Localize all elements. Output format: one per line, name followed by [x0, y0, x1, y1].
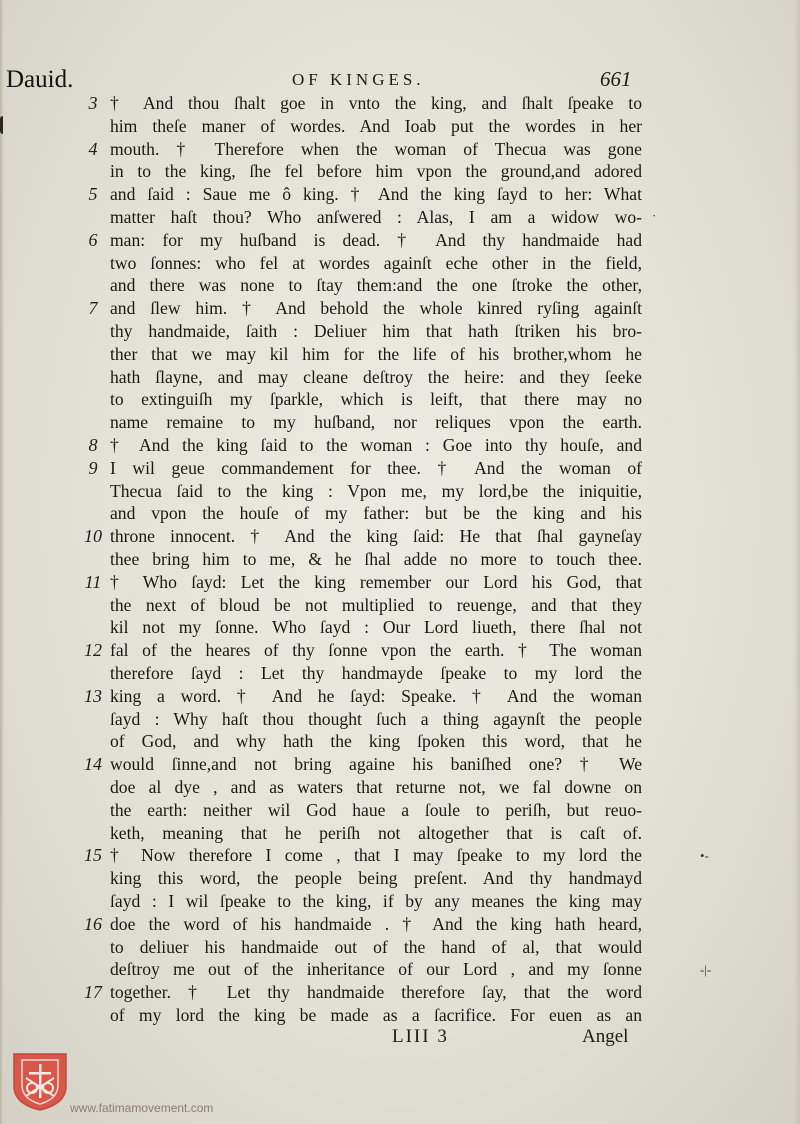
text-line — [0, 799, 800, 822]
line-text: would ſinne,and not bring againe his baniſhed one? † We — [110, 754, 642, 775]
text-line — [0, 480, 800, 503]
line-text: king a word. † And he ſayd: Speake. † And the woman — [110, 685, 642, 706]
line-text: name remaine to my huſband, nor reliques vpon the earth. — [110, 412, 642, 433]
line-text: doe al dye , and as waters that returne not, we fal downe on — [110, 777, 642, 797]
line-text: two ſonnes: who fel at wordes againſt eche other in the field, — [110, 252, 642, 273]
text-line — [0, 206, 800, 229]
line-text: to extinguiſh my ſparkle, which is leift, that there may no — [110, 389, 642, 410]
line-text: I wil geue commandement for thee. † And the woman of — [110, 457, 642, 478]
line-text: and ſaid : Saue me ô king. † And the king ſayd to her: What — [110, 184, 642, 205]
line-text: and vpon the houſe of my father: but be the king and his — [110, 503, 642, 524]
text-line — [0, 890, 800, 913]
text-line — [0, 525, 800, 548]
text-line — [0, 548, 800, 571]
text-line — [0, 274, 800, 297]
folio-number: 661 — [600, 67, 632, 91]
text-line — [0, 639, 800, 662]
verse-number: 3 — [88, 93, 98, 113]
margin-dot-mark: · — [652, 208, 657, 223]
line-text: thy handmaide, ſaith : Deliuer him that hath ſtriken his bro- — [110, 321, 642, 341]
line-text: hath ſlayne, and may cleane deſtroy the heire: and they ſeeke — [110, 366, 642, 387]
verse-number: 9 — [88, 457, 98, 478]
watermark-url[interactable]: www.fatimamovement.com — [70, 1101, 214, 1115]
text-line — [0, 1004, 800, 1027]
text-line — [0, 160, 800, 183]
line-text: † Now therefore I come , that I may ſpeake to my lord the — [110, 845, 642, 866]
line-text: king this word, the people being preſent. And thy handmayd — [110, 868, 642, 889]
line-text: thee bring him to me, & he ſhal adde no more to touch thee. — [110, 549, 642, 569]
text-line — [0, 92, 800, 115]
verse-number: 4 — [88, 138, 98, 159]
line-text: † Who ſayd: Let the king remember our Lord his God, that — [110, 571, 642, 592]
line-text: therefore ſayd : Let thy handmayde ſpeake to my lord the — [110, 663, 642, 683]
line-text: him theſe maner of wordes. And Ioab put the wordes in her — [110, 115, 642, 136]
verse-number: 8 — [88, 435, 98, 455]
verse-number: 11 — [84, 571, 102, 592]
line-text: of God, and why hath the king ſpoken this word, that he — [110, 731, 642, 752]
line-text: man: for my huſband is dead. † And thy handmaide had — [110, 229, 642, 250]
line-text: and there was none to ſtay them:and the one ſtroke the other, — [110, 275, 642, 296]
line-text: Thecua ſaid to the king : Vpon me, my lord,be the iniquitie, — [110, 480, 642, 501]
verse-number: 14 — [84, 754, 102, 775]
verse-number: 7 — [88, 298, 98, 319]
text-line — [0, 685, 800, 708]
text-line — [0, 115, 800, 138]
line-text: ſayd : I wil ſpeake to the king, if by any meanes the king may — [110, 891, 642, 911]
text-line — [0, 138, 800, 161]
line-text: ther that we may kil him for the life of his brother,whom he — [110, 343, 642, 364]
line-text: and ſlew him. † And behold the whole kinred ryſing againſt — [110, 298, 642, 319]
text-line — [0, 320, 800, 343]
line-text: of my lord the king be made as a ſacrifice. For euen as an — [110, 1005, 642, 1025]
text-line — [0, 366, 800, 389]
margin-cross-mark: -|- — [700, 962, 712, 977]
line-text: kil not my ſonne. Who ſayd : Our Lord liueth, there ſhal not — [110, 617, 642, 638]
running-name: Dauid. — [6, 66, 74, 93]
line-text: to deliuer his handmaide out of the hand of al, that would — [110, 936, 642, 957]
verse-number: 15 — [84, 845, 102, 866]
line-text: in to the king, ſhe fel before him vpon the ground,and adored — [110, 161, 642, 182]
verse-number: 10 — [84, 526, 102, 547]
margin-dash-mark: •- — [700, 848, 709, 863]
text-line — [0, 662, 800, 685]
line-text: the next of bloud be not multiplied to reuenge, and that they — [110, 594, 642, 615]
verse-number: 13 — [84, 685, 102, 706]
line-text: mouth. † Therefore when the woman of Thecua was gone — [110, 138, 642, 159]
line-text: the earth: neither wil God haue a ſoule to periſh, but reuo- — [110, 799, 642, 820]
text-line — [0, 594, 800, 617]
line-text: deſtroy me out of the inheritance of our Lord , and my ſonne — [110, 959, 642, 980]
text-line — [0, 434, 800, 457]
text-line — [0, 343, 800, 366]
line-text: fal of the heares of thy ſonne vpon the earth. † The woman — [110, 640, 642, 661]
verse-number: 5 — [88, 184, 98, 205]
line-text: † And the king ſaid to the woman : Goe into thy houſe, and — [110, 435, 642, 455]
signature-mark: LIII 3 — [392, 1026, 449, 1047]
text-line — [0, 844, 800, 867]
text-line — [0, 616, 800, 639]
text-line — [0, 183, 800, 206]
text-line — [0, 502, 800, 525]
line-text: keth, meaning that he periſh not altogether that is caſt of. — [110, 822, 642, 843]
text-line — [0, 730, 800, 753]
fatima-movement-logo[interactable] — [12, 1052, 68, 1112]
text-line — [0, 571, 800, 594]
running-title: OF KINGES. — [292, 70, 425, 89]
text-line — [0, 388, 800, 411]
text-line — [0, 776, 800, 799]
verse-number: 6 — [88, 229, 98, 250]
catchword: Angel — [582, 1026, 629, 1047]
text-line — [0, 822, 800, 845]
text-line — [0, 229, 800, 252]
text-line — [0, 913, 800, 936]
line-text: throne innocent. † And the king ſaid: He that ſhal gayneſay — [110, 526, 642, 547]
text-line — [0, 252, 800, 275]
line-text: ſayd : Why haſt thou thought ſuch a thing agaynſt the people — [110, 708, 642, 729]
verse-number: 12 — [84, 640, 102, 661]
line-text: matter haſt thou? Who anſwered : Alas, I am a widow wo- — [110, 207, 642, 227]
line-text: † And thou ſhalt goe in vnto the king, and ſhalt ſpeake to — [110, 93, 642, 113]
verse-number: 17 — [84, 982, 102, 1003]
text-line — [0, 457, 800, 480]
line-text: together. † Let thy handmaide therefore ſay, that the word — [110, 982, 642, 1003]
text-line — [0, 411, 800, 434]
text-line — [0, 708, 800, 731]
text-line — [0, 297, 800, 320]
text-line — [0, 958, 800, 981]
text-line — [0, 981, 800, 1004]
text-line — [0, 753, 800, 776]
verse-number: 16 — [84, 913, 102, 934]
line-text: doe the word of his handmaide . † And the king hath heard, — [110, 913, 642, 934]
page-footer — [0, 1026, 800, 1054]
text-line — [0, 867, 800, 890]
text-line — [0, 936, 800, 959]
